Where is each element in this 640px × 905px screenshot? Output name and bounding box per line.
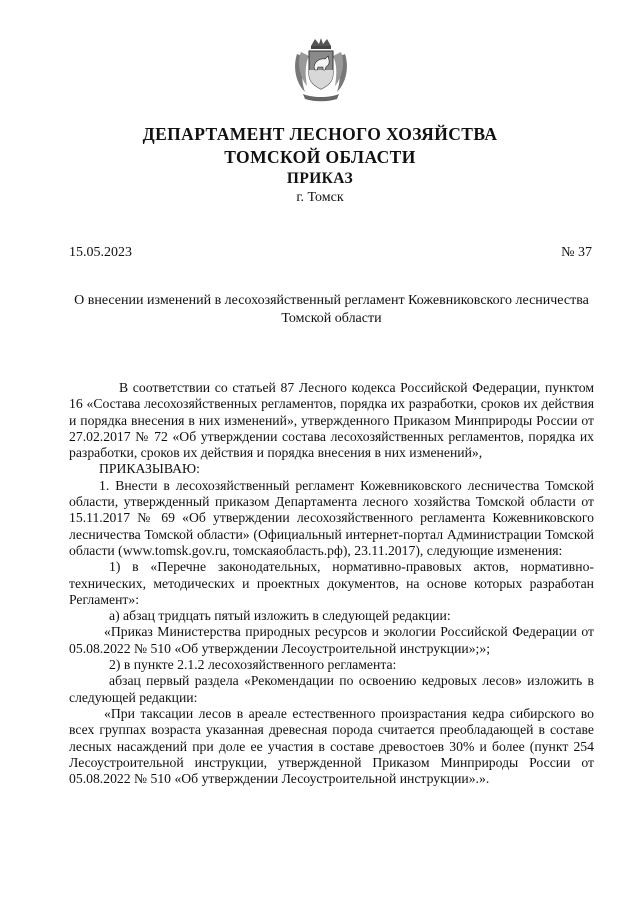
subitem-2-instruction: абзац первый раздела «Рекомендации по освоению кедровых лесов» изложить в следующей редакции: <box>69 673 594 705</box>
preamble-paragraph: В соответствии со статьей 87 Лесного кодекса Российской Федерации, пунктом 16 «Состава лесохозяйственных регламентов, порядка их разработки, сроков их действия и порядка внесения в них изменений», утвержденного Приказом Минприроды России от 27.02.2017 № 72 «Об утверждении состава лесохозяйственных регламентов, порядка их разработки, сроков их действия и порядка внесения в них изменений», <box>69 380 594 461</box>
order-word: ПРИКАЗЫВАЮ: <box>99 461 200 477</box>
order-body <box>69 380 594 787</box>
city: г. Томск <box>296 190 344 205</box>
subitem-1a-paragraph: а) абзац тридцать пятый изложить в следующей редакции: <box>109 608 451 624</box>
subitem-2-text: «При таксации лесов в ареале естественного произрастания кедра сибирского во всех группах возраста указанная древесная порода считается преобладающей в составе лесных насаждений при доле ее участия в составе древостоев 30% и более (пункт 254 Лесоустроительной инструкции, утвержденной Приказом Минприроды России от 05.08.2022 № 510 «Об утверждении Лесоустроительной инструкции».». <box>69 705 594 787</box>
order-subject: О внесении изменений в лесохозяйственный регламент Кожевниковского лесничества Томской области <box>74 293 589 326</box>
coat-of-arms-emblem <box>293 36 349 102</box>
document-type: ПРИКАЗ <box>286 170 354 187</box>
department-title-line2: ТОМСКОЙ ОБЛАСТИ <box>224 147 416 167</box>
item-1-paragraph: 1. Внести в лесохозяйственный регламент Кожевниковского лесничества Томской области, утвержденный приказом Департамента лесного хозяйства Томской области от 15.11.2017 № 69 «Об утверждении лесохозяйственного регламента Кожевниковского лесничества Томской области» (Официальный интернет-портал Администрации Томской области (www.tomsk.gov.ru, томскаяобласть.рф), 23.11.2017), следующие изменения: <box>69 477 594 558</box>
subitem-1-paragraph: 1) в «Перечне законодательных, нормативно-правовых актов, нормативно-технических, методических и проектных документов, на основе которых разработан Регламент»: <box>69 559 594 607</box>
subitem-2-paragraph: 2) в пункте 2.1.2 лесохозяйственного регламента: <box>109 657 397 673</box>
order-date: 15.05.2023 <box>69 245 132 260</box>
department-title-line1: ДЕПАРТАМЕНТ ЛЕСНОГО ХОЗЯЙСТВА <box>142 124 498 144</box>
order-number: № 37 <box>561 245 592 260</box>
subitem-1a-text: «Приказ Министерства природных ресурсов и экологии Российской Федерации от 05.08.2022 № 510 «Об утверждении Лесоустроительной инструкции»;»; <box>69 624 594 656</box>
